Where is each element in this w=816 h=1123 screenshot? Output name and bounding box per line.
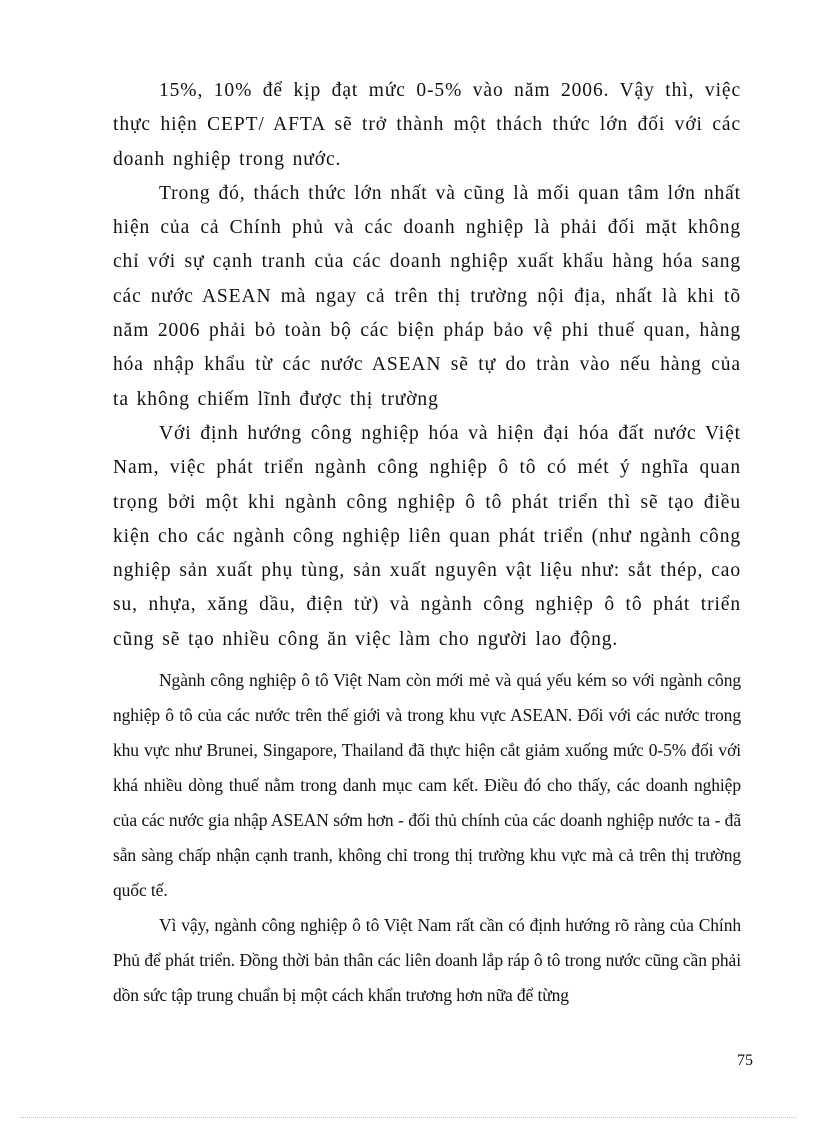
paragraph-2: Trong đó, thách thức lớn nhất và cũng là mối quan tâm lớn nhất hiện của cả Chính phủ và các doanh nghiệp là phải đối mặt không chỉ với sự cạnh tranh của các doanh nghiệp xuất khẩu hàng hóa sang các nước ASEAN mà ngay cả trên thị trường nội địa, nhất là khi tõ năm 2006 phải bỏ toàn bộ các biện pháp bảo vệ phi thuế quan, hàng hóa nhập khẩu từ các nước ASEAN sẽ tự do tràn vào nếu hàng của ta không chiếm lĩnh được thị trường xyxy=(113,182,741,410)
paragraph-5: Vì vậy, ngành công nghiệp ô tô Việt Nam rất cần có định hướng rõ ràng của Chính Phủ để phát triển. Đồng thời bản thân các liên doanh lắp ráp ô tô trong nước cũng cần phải dồn sức tập trung chuẩn bị một cách khẩn trương hơn nữa để từng xyxy=(113,915,741,1006)
paragraph-3: Với định hướng công nghiệp hóa và hiện đại hóa đất nước Việt Nam, việc phát triển ngành công nghiệp ô tô có mét ý nghĩa quan trọng bởi một khi ngành công nghiệp ô tô phát triển thì sẽ tạo điều kiện cho các ngành công nghiệp liên quan phát triển (như ngành công nghiệp sản xuất phụ tùng, sản xuất nguyên vật liệu như: sắt thép, cao su, nhựa, xăng dầu, điện tử) và ngành công nghiệp ô tô phát triển cũng sẽ tạo nhiều công ăn việc làm cho người lao động. xyxy=(113,422,741,650)
page-bottom-divider xyxy=(20,1117,796,1118)
page-number: 75 xyxy=(737,1052,753,1069)
document-page xyxy=(113,74,741,1013)
paragraph-4: Ngành công nghiệp ô tô Việt Nam còn mới mẻ và quá yếu kém so với ngành công nghiệp ô tô của các nước trên thế giới và trong khu vực ASEAN. Đối với các nước trong khu vực như Brunei, Singapore, Thailand đã thực hiện cắt giảm xuống mức 0-5% đối với khá nhiều dòng thuế nằm trong danh mục cam kết. Điều đó cho thấy, các doanh nghiệp của các nước gia nhập ASEAN sớm hơn - đối thủ chính của các doanh nghiệp nước ta - đã sẵn sàng chấp nhận cạnh tranh, không chỉ trong thị trường khu vực mà cả trên thị trường quốc tế. xyxy=(113,670,741,901)
paragraph-1: 15%, 10% để kịp đạt mức 0-5% vào năm 2006. Vậy thì, việc thực hiện CEPT/ AFTA sẽ trở thành một thách thức lớn đối với các doanh nghiệp trong nước. xyxy=(113,80,741,170)
